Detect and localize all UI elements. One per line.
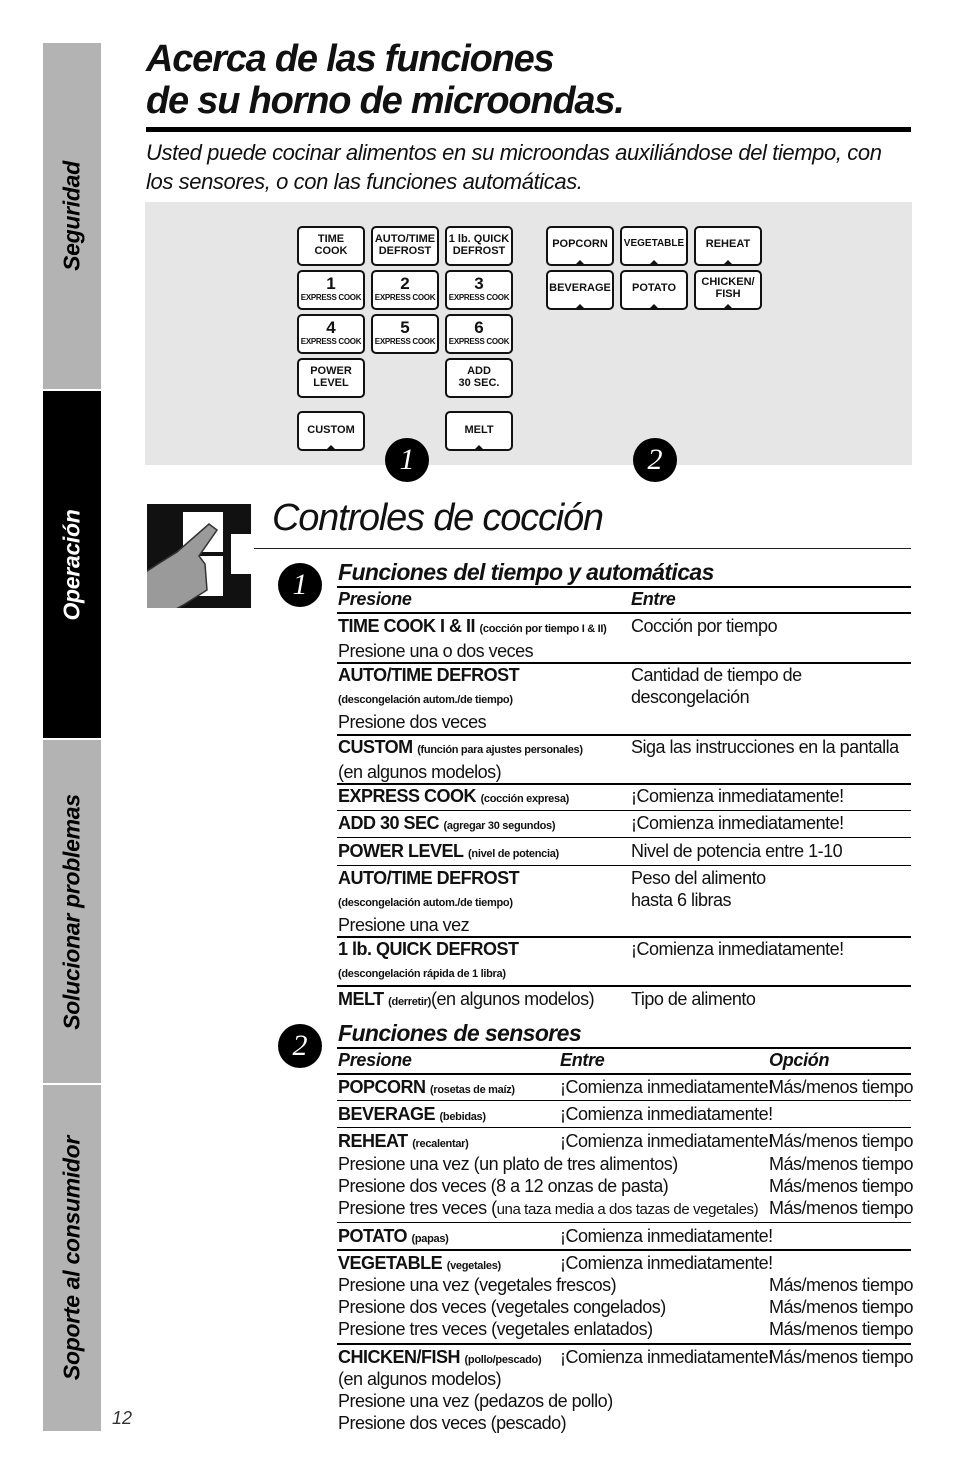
hand-press-illustration: [147, 504, 251, 608]
table-row: 1 lb. QUICK DEFROST (descongelación rápida de 1 libra): [338, 939, 519, 980]
table-row: POPCORN (rosetas de maíz): [338, 1077, 515, 1097]
section-1-badge: 1: [278, 563, 322, 607]
table-cell: (en algunos modelos): [338, 1369, 502, 1389]
key-potato[interactable]: POTATO: [620, 270, 688, 310]
table-cell: Presione dos veces (vegetales congelados): [338, 1297, 666, 1317]
table-cell: Más/menos tiempo: [769, 1154, 914, 1174]
sensor-functions-heading: Funciones de sensores: [338, 1020, 582, 1046]
table-rule: [337, 1100, 911, 1101]
table-row: ADD 30 SEC (agregar 30 segundos): [338, 813, 556, 833]
col-option: Opción: [769, 1050, 830, 1070]
key-power-level[interactable]: POWER LEVEL: [297, 358, 365, 398]
callout-1-badge: 1: [385, 438, 429, 482]
time-functions-heading: Funciones del tiempo y automáticas: [338, 559, 714, 585]
table-cell: Más/menos tiempo: [769, 1297, 914, 1317]
section-title: Controles de cocción: [272, 497, 603, 539]
table-cell: Presione una vez (un plato de tres alimentos): [338, 1154, 678, 1174]
key-popcorn[interactable]: POPCORN: [546, 226, 614, 266]
tab-solucionar-problemas[interactable]: [43, 740, 101, 1083]
table-row: AUTO/TIME DEFROST (descongelación autom./de tiempo) Presione dos veces: [338, 665, 520, 732]
table-cell: ¡Comienza inmediatamente!: [560, 1253, 773, 1273]
table-cell: Más/menos tiempo: [769, 1275, 914, 1295]
key-auto-time-defrost[interactable]: AUTO/TIME DEFROST: [371, 226, 439, 266]
table-row: AUTO/TIME DEFROST (descongelación autom./de tiempo) Presione una vez: [338, 868, 520, 935]
table-cell: Presione tres veces (una taza media a dos tazas de vegetales): [338, 1198, 759, 1218]
tab-label: Solucionar problemas: [58, 793, 85, 1030]
table-cell: Cantidad de tiempo de descongelación: [631, 665, 802, 707]
key-4[interactable]: 4 EXPRESS COOK: [297, 314, 365, 354]
table-cell: Más/menos tiempo: [769, 1131, 914, 1151]
table-rule: [337, 612, 911, 614]
table-cell: Siga las instrucciones en la pantalla: [631, 737, 899, 757]
section-2-badge: 2: [278, 1024, 322, 1068]
table-cell: Más/menos tiempo: [769, 1077, 914, 1097]
table-rule: [337, 837, 911, 838]
tab-soporte-al-consumidor[interactable]: [43, 1085, 101, 1431]
col-press: Presione: [338, 1050, 412, 1070]
table-rule: [337, 1249, 911, 1251]
table-cell: Más/menos tiempo: [769, 1198, 914, 1218]
key-vegetable[interactable]: VEGETABLE: [620, 226, 688, 266]
table-rule: [337, 1047, 911, 1049]
table-row: POWER LEVEL (nivel de potencia): [338, 841, 559, 861]
table-cell: ¡Comienza inmediatamente!: [560, 1104, 773, 1124]
tab-operacion[interactable]: [43, 391, 101, 738]
table-cell: Presione una vez (vegetales frescos): [338, 1275, 617, 1295]
tab-seguridad[interactable]: [43, 43, 101, 389]
table-cell: Tipo de alimento: [631, 989, 756, 1009]
table-cell: ¡Comienza inmediatamente!: [560, 1347, 773, 1367]
tab-label: Operación: [58, 508, 85, 621]
title-line-1: Acerca de las funciones: [146, 38, 554, 80]
page-number: 12: [112, 1408, 133, 1428]
key-custom[interactable]: CUSTOM: [297, 411, 365, 451]
table-cell: Más/menos tiempo: [769, 1347, 914, 1367]
table-cell: ¡Comienza inmediatamente!: [631, 813, 844, 833]
key-add-30-sec[interactable]: ADD 30 SEC.: [445, 358, 513, 398]
table-row: REHEAT (recalentar): [338, 1131, 469, 1151]
table-row: CHICKEN/FISH (pollo/pescado): [338, 1347, 542, 1367]
table-rule: [337, 1127, 911, 1128]
table-cell: ¡Comienza inmediatamente!: [560, 1226, 773, 1246]
key-3[interactable]: 3 EXPRESS COOK: [445, 270, 513, 310]
hand-press-icon: [147, 504, 251, 608]
tab-label: Soporte al consumidor: [58, 1135, 85, 1381]
key-chicken-fish[interactable]: CHICKEN/ FISH: [694, 270, 762, 310]
table-rule: [337, 985, 911, 987]
tab-label: Seguridad: [58, 161, 85, 271]
table-cell: Cocción por tiempo: [631, 616, 778, 636]
table-row: CUSTOM (función para ajustes personales) (en algunos modelos): [338, 737, 583, 782]
key-quick-defrost[interactable]: 1 lb. QUICK DEFROST: [445, 226, 513, 266]
table-row: VEGETABLE (vegetales): [338, 1253, 501, 1273]
key-2[interactable]: 2 EXPRESS COOK: [371, 270, 439, 310]
table-cell: ¡Comienza inmediatamente!: [631, 786, 844, 806]
table-cell: ¡Comienza inmediatamente!: [560, 1131, 773, 1151]
table-rule: [337, 1073, 911, 1075]
col-enter: Entre: [631, 589, 676, 609]
key-time-cook[interactable]: TIME COOK: [297, 226, 365, 266]
table-row: EXPRESS COOK (cocción expresa): [338, 786, 570, 806]
table-cell: ¡Comienza inmediatamente!: [560, 1077, 773, 1097]
table-row: TIME COOK I & II (cocción por tiempo I & II) Presione una o dos veces: [338, 616, 607, 661]
key-melt[interactable]: MELT: [445, 411, 513, 451]
title-line-2: de su horno de microondas.: [146, 80, 624, 122]
table-row: BEVERAGE (bebidas): [338, 1104, 486, 1124]
table-cell: Presione una vez (pedazos de pollo): [338, 1391, 613, 1411]
table-cell: Peso del alimento hasta 6 libras: [631, 868, 766, 910]
key-5[interactable]: 5 EXPRESS COOK: [371, 314, 439, 354]
page-title: [146, 38, 624, 122]
table-rule: [337, 1343, 911, 1345]
key-reheat[interactable]: REHEAT: [694, 226, 762, 266]
keypad-panel: [145, 202, 912, 476]
key-beverage[interactable]: BEVERAGE: [546, 270, 614, 310]
col-press: Presione: [338, 589, 412, 609]
section-rule: [254, 548, 911, 549]
table-cell: Presione dos veces (pescado): [338, 1413, 567, 1433]
table-cell: ¡Comienza inmediatamente!: [631, 939, 844, 959]
key-1[interactable]: 1 EXPRESS COOK: [297, 270, 365, 310]
table-cell: Presione dos veces (8 a 12 onzas de pasta): [338, 1176, 669, 1196]
table-rule: [337, 810, 911, 811]
col-enter: Entre: [560, 1050, 605, 1070]
table-cell: Nivel de potencia entre 1-10: [631, 841, 843, 861]
table-rule: [337, 865, 911, 866]
key-6[interactable]: 6 EXPRESS COOK: [445, 314, 513, 354]
callout-2-badge: 2: [633, 438, 677, 482]
table-rule: [337, 1222, 911, 1223]
title-rule: [146, 127, 911, 132]
intro-text: Usted puede cocinar alimentos en su microondas auxiliándose del tiempo, con los sensores, o con las funciones automáticas.: [146, 140, 882, 194]
table-cell: Presione tres veces (vegetales enlatados): [338, 1319, 653, 1339]
table-rule: [337, 586, 911, 588]
side-tabs: [43, 43, 101, 1431]
table-row: MELT (derretir)(en algunos modelos): [338, 989, 595, 1009]
table-cell: Más/menos tiempo: [769, 1319, 914, 1339]
table-row: POTATO (papas): [338, 1226, 449, 1246]
table-cell: Más/menos tiempo: [769, 1176, 914, 1196]
